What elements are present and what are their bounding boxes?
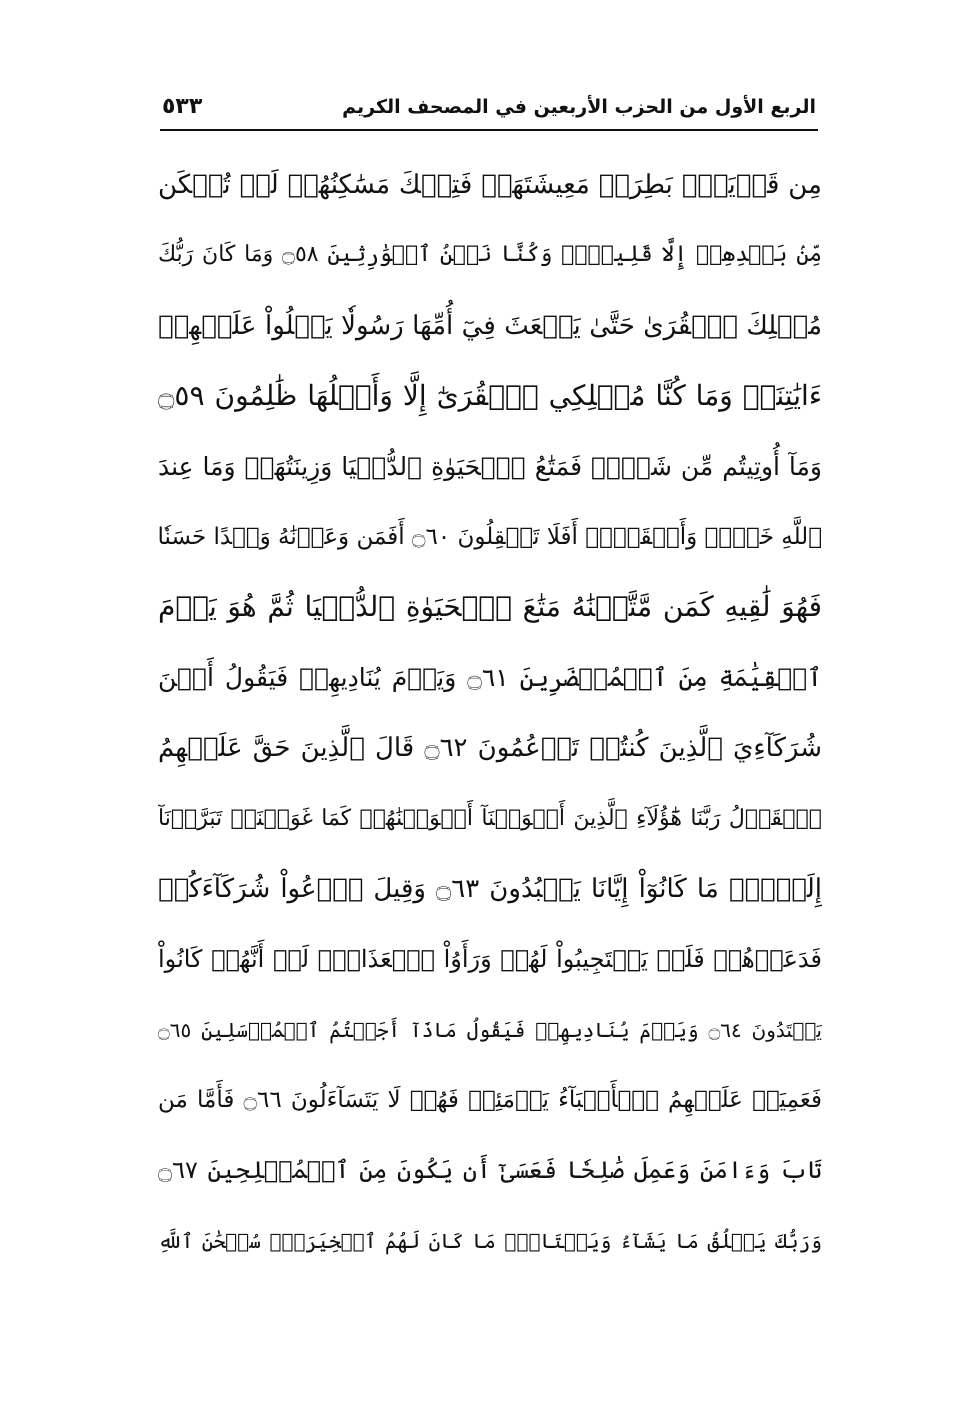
verse-line-7: فَهُوَ لَٰقِيهِ كَمَن مَّتَّعۡنَٰهُ مَتَٰعَ ٱلۡحَيَوٰةِ ٱلدُّنۡيَا ثُمَّ هُوَ يَوۡمَ (158, 590, 822, 624)
verse-line-4: ءَايَٰتِنَاۚ وَمَا كُنَّا مُهۡلِكِي ٱلۡقُرَىٰٓ إِلَّا وَأَهۡلُهَا ظَٰلِمُونَ ۝٥٩ (158, 379, 822, 413)
verse-line-14: فَعَمِيَتۡ عَلَيۡهِمُ ٱلۡأَنۢبَآءُ يَوۡمَئِذٖ فَهُمۡ لَا يَتَسَآءَلُونَ ۝٦٦ فَأَمَّا مَن (158, 1087, 822, 1114)
header-rule (160, 129, 818, 131)
verse-line-10: ٱلۡقَوۡلُ رَبَّنَا هَٰٓؤُلَآءِ ٱلَّذِينَ أَغۡوَيۡنَآ أَغۡوَيۡنَٰهُمۡ كَمَا غَوَيۡنَاۖ تَبَرَّأۡنَآ (158, 805, 822, 831)
verse-line-11: إِلَيۡكَۖ مَا كَانُوٓاْ إِيَّانَا يَعۡبُدُونَ ۝٦٣ وَقِيلَ ٱدۡعُواْ شُرَكَآءَكُمۡ (158, 873, 822, 904)
verse-line-16: وَرَبُّكَ يَخۡلُقُ مَا يَشَآءُ وَيَخۡتَارُۗ مَا كَانَ لَهُمُ ٱلۡخِيَرَةُۚ سُبۡحَٰنَ ٱللَّهِ (158, 1228, 822, 1253)
verse-text-block (158, 150, 822, 1276)
header-title: الربع الأول من الحزب الأربعين في المصحف الكريم (342, 96, 816, 118)
verse-line-8: ٱلۡقِيَٰمَةِ مِنَ ٱلۡمُحۡضَرِينَ ۝٦١ وَيَوۡمَ يُنَادِيهِمۡ فَيَقُولُ أَيۡنَ (158, 662, 822, 692)
verse-line-5: وَمَآ أُوتِيتُم مِّن شَيۡءٖ فَمَتَٰعُ ٱلۡحَيَوٰةِ ٱلدُّنۡيَا وَزِينَتُهَاۚ وَمَا عِندَ (158, 451, 822, 481)
running-header (162, 92, 816, 126)
verse-line-2: مِّنۢ بَعۡدِهِمۡ إِلَّا قَلِيلٗاۖ وَكُنَّا نَحۡنُ ٱلۡوَٰرِثِينَ ۝٥٨ وَمَا كَانَ رَبُّكَ (158, 242, 822, 268)
verse-line-15: تَابَ وَءَامَنَ وَعَمِلَ صَٰلِحٗا فَعَسَىٰٓ أَن يَكُونَ مِنَ ٱلۡمُفۡلِحِينَ ۝٦٧ (158, 1156, 822, 1185)
verse-line-6: ٱللَّهِ خَيۡرٞ وَأَبۡقَىٰٓۚ أَفَلَا تَعۡقِلُونَ ۝٦٠ أَفَمَن وَعَدۡنَٰهُ وَعۡدًا حَسَنٗا (158, 523, 822, 550)
verse-line-12: فَدَعَوۡهُمۡ فَلَمۡ يَسۡتَجِيبُواْ لَهُمۡ وَرَأَوُاْ ٱلۡعَذَابَۚ لَوۡ أَنَّهُمۡ كَانُواْ (158, 945, 822, 974)
verse-line-3: مُهۡلِكَ ٱلۡقُرَىٰ حَتَّىٰ يَبۡعَثَ فِيٓ أُمِّهَا رَسُولٗا يَتۡلُواْ عَلَيۡهِمۡ (158, 310, 822, 341)
verse-line-9: شُرَكَآءِيَ ٱلَّذِينَ كُنتُمۡ تَزۡعُمُونَ ۝٦٢ قَالَ ٱلَّذِينَ حَقَّ عَلَيۡهِمُ (158, 733, 822, 764)
page-number: ٥٣٣ (162, 94, 203, 119)
verse-line-1: مِن قَرۡيَةِۭ بَطِرَتۡ مَعِيشَتَهَاۖ فَتِلۡكَ مَسَٰكِنُهُمۡ لَمۡ تُسۡكَن (158, 170, 822, 200)
verse-line-13: يَهۡتَدُونَ ۝٦٤ وَيَوۡمَ يُنَادِيهِمۡ فَيَقُولُ مَاذَآ أَجَبۡتُمُ ٱلۡمُرۡسَلِينَ ۝٦٥ (158, 1017, 822, 1042)
